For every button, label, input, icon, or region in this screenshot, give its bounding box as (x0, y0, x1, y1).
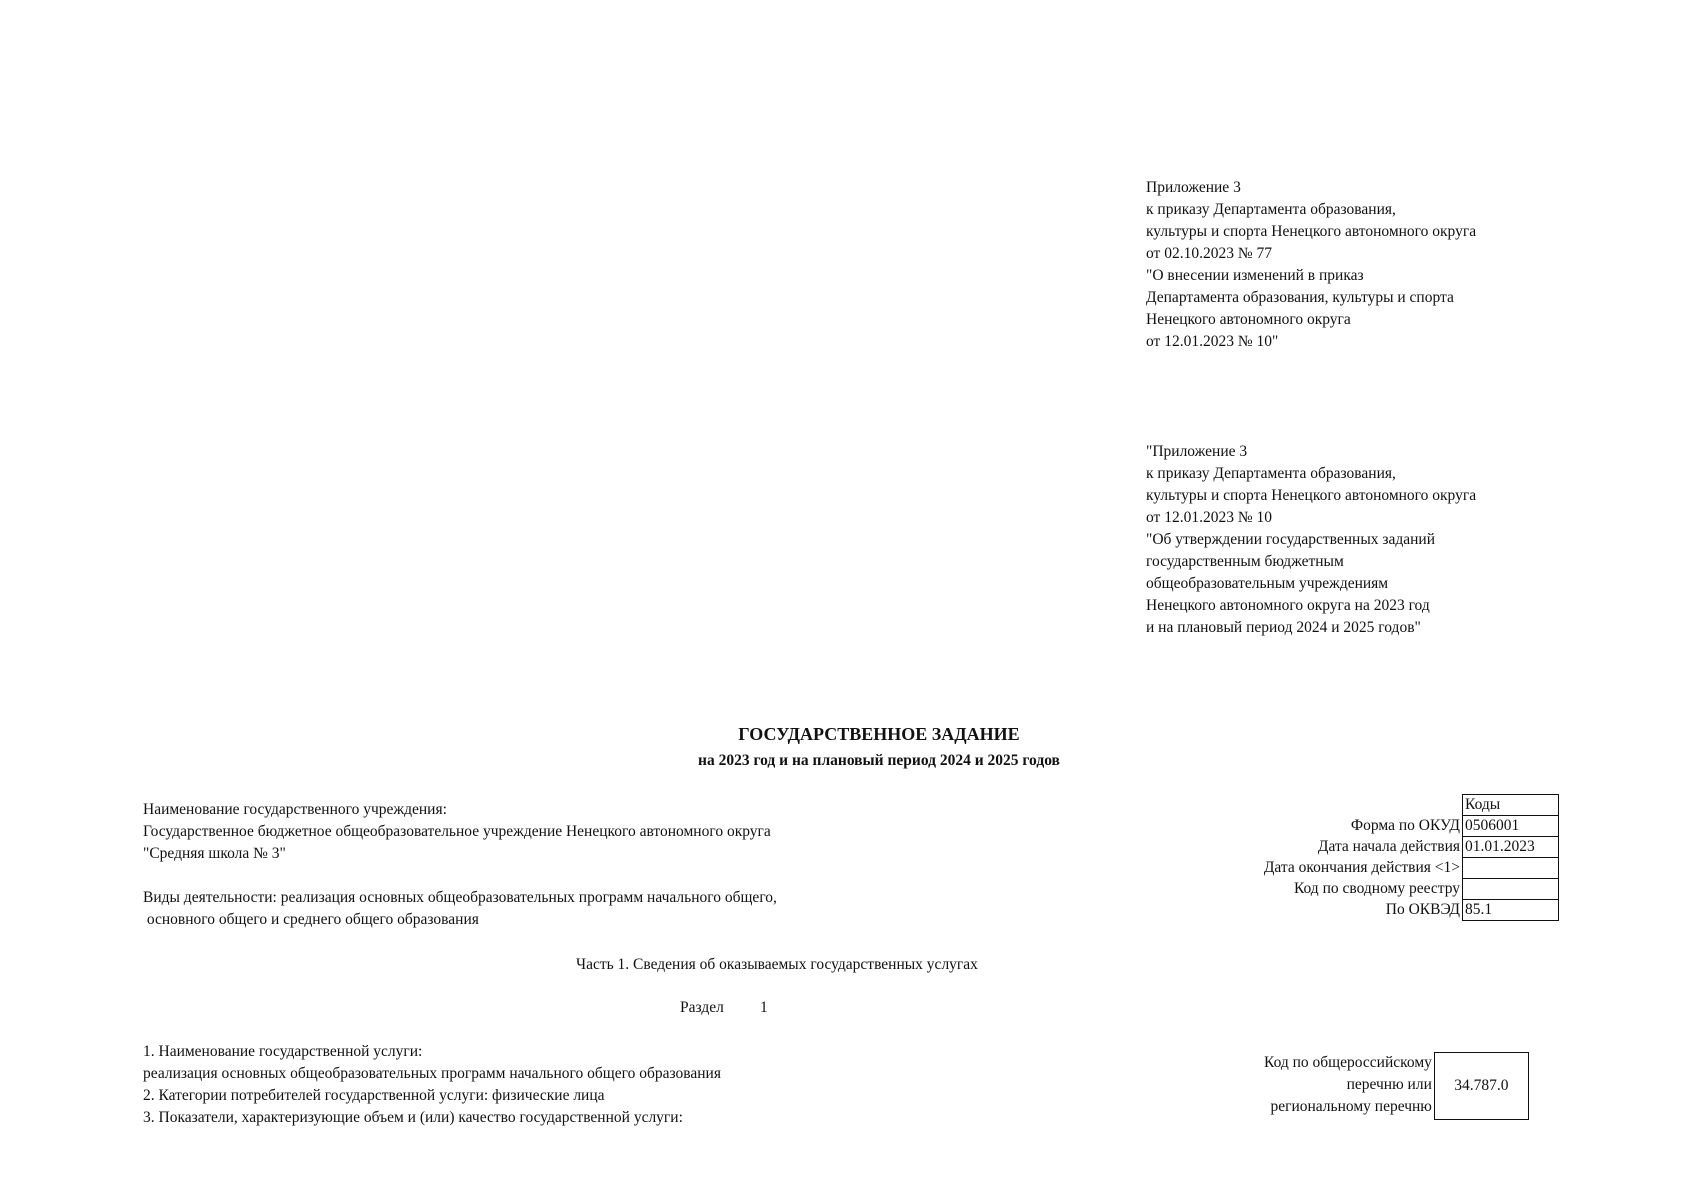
annex-original-line: Ненецкого автономного округа на 2023 год (1146, 597, 1430, 614)
registry-code-block (1264, 1052, 1529, 1120)
code-value-end-date (1463, 858, 1559, 879)
code-label-okud: Форма по ОКУД (1350, 817, 1460, 834)
registry-code-label: региональному перечню (1270, 1098, 1432, 1115)
annex-current-line: "О внесении изменений в приказ (1146, 267, 1364, 284)
annex-current-line: Департамента образования, культуры и спорта (1146, 289, 1454, 306)
codes-row (1160, 879, 1559, 900)
annex-original-line: "Об утверждении государственных заданий (1146, 531, 1436, 548)
registry-code-label: перечню или (1346, 1076, 1432, 1093)
annex-original-line: общеобразовательным учреждениям (1146, 575, 1389, 592)
annex-current-line: от 12.01.2023 № 10" (1146, 333, 1279, 350)
service-item1-label: 1. Наименование государственной услуги: (143, 1043, 423, 1060)
code-value-okud: 0506001 (1463, 816, 1559, 837)
code-label-end-date: Дата окончания действия <1> (1263, 859, 1460, 876)
code-label-okved: По ОКВЭД (1385, 901, 1460, 918)
institution-name-line2: "Средняя школа № 3" (143, 845, 286, 862)
code-value-registry (1463, 879, 1559, 900)
service-item2: 2. Категории потребителей государственной услуги: физические лица (143, 1087, 605, 1104)
part1-heading: Часть 1. Сведения об оказываемых государственных услугах (576, 956, 978, 973)
activity-line2: основного общего и среднего общего образования (143, 911, 479, 928)
code-label-registry: Код по сводному реестру (1293, 880, 1460, 897)
registry-code-label: Код по общероссийскому (1264, 1054, 1432, 1071)
institution-name-line1: Государственное бюджетное общеобразовательное учреждение Ненецкого автономного округа (143, 823, 771, 840)
annex-current-block (1146, 177, 1476, 353)
document-title: ГОСУДАРСТВЕННОЕ ЗАДАНИЕ (738, 724, 1020, 744)
annex-current-line: к приказу Департамента образования, (1146, 201, 1396, 218)
code-label-start-date: Дата начала действия (1317, 838, 1460, 855)
annex-current-line: Ненецкого автономного округа (1146, 311, 1351, 328)
registry-code-value: 34.787.0 (1434, 1052, 1529, 1120)
annex-original-line: культуры и спорта Ненецкого автономного округа (1146, 487, 1477, 504)
codes-row (1160, 900, 1559, 921)
codes-row (1160, 858, 1559, 879)
annex-original-line: государственным бюджетным (1146, 553, 1344, 570)
codes-row (1160, 837, 1559, 858)
document-subtitle: на 2023 год и на плановый период 2024 и 2025 годов (698, 752, 1060, 769)
codes-header: Коды (1463, 795, 1559, 816)
registry-code-labels (1264, 1052, 1432, 1120)
annex-original-block (1146, 441, 1476, 639)
code-value-okved: 85.1 (1463, 900, 1559, 921)
section-label: Раздел (680, 999, 724, 1016)
annex-original-line: "Приложение 3 (1146, 443, 1248, 460)
section-number: 1 (760, 999, 768, 1016)
code-value-start-date: 01.01.2023 (1463, 837, 1559, 858)
annex-current-line: Приложение 3 (1146, 179, 1241, 196)
institution-label: Наименование государственного учреждения: (143, 801, 447, 818)
service-item3: 3. Показатели, характеризующие объем и (или) качество государственной услуги: (143, 1109, 683, 1126)
annex-current-line: от 02.10.2023 № 77 (1146, 245, 1272, 262)
annex-original-line: и на плановый период 2024 и 2025 годов" (1146, 619, 1421, 636)
annex-original-line: к приказу Департамента образования, (1146, 465, 1396, 482)
annex-original-line: от 12.01.2023 № 10 (1146, 509, 1272, 526)
annex-current-line: культуры и спорта Ненецкого автономного округа (1146, 223, 1477, 240)
codes-table (1160, 794, 1559, 921)
service-item1-value: реализация основных общеобразовательных программ начального общего образования (143, 1065, 721, 1082)
codes-row (1160, 816, 1559, 837)
activity-line1: Виды деятельности: реализация основных общеобразовательных программ начального общего, (143, 889, 777, 906)
codes-header-row (1160, 795, 1559, 816)
